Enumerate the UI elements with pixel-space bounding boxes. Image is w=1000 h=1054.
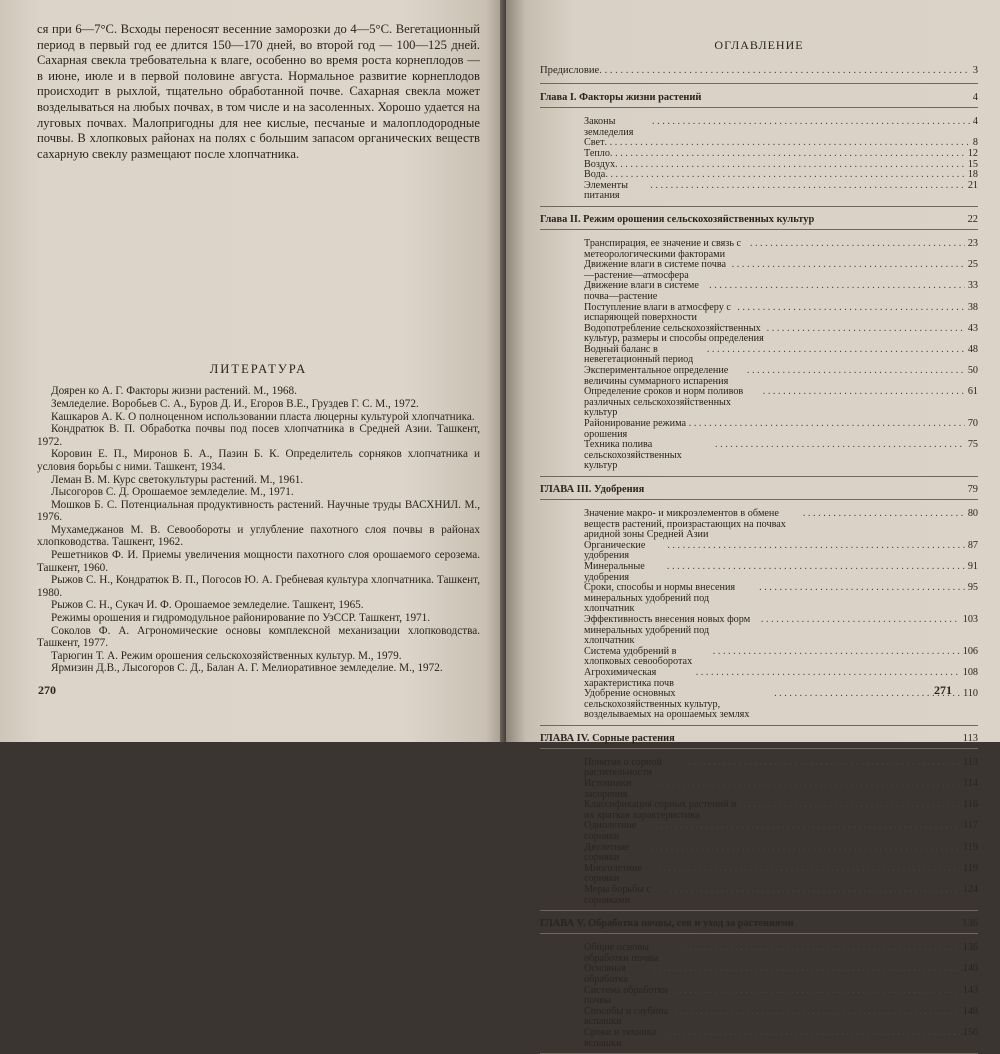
toc-item — [584, 779, 978, 800]
toc-page: 61 — [967, 386, 978, 398]
toc-item — [584, 562, 978, 583]
toc-chapter-title: ГЛАВА III. Удобрения — [540, 484, 645, 496]
toc-leader — [696, 668, 960, 679]
left-page — [0, 0, 506, 742]
toc-label: Сроки и техника вспашки — [584, 1026, 657, 1049]
toc-item — [584, 181, 978, 202]
toc-chapter-heading — [540, 484, 978, 500]
toc-label: Значение макро- и микроэлементов в обмене веществ растений, произрастающих на почвах аридной зоны Средней Азии — [584, 508, 786, 541]
toc-leader — [655, 821, 960, 832]
toc-item — [584, 1007, 978, 1028]
toc-item — [584, 138, 978, 149]
page-number-right: 271 — [934, 683, 952, 697]
toc-leader — [605, 170, 965, 181]
toc-page: 38 — [967, 301, 978, 313]
toc-label: Водный баланс в невегетационный период — [584, 343, 694, 366]
toc-leader — [747, 366, 965, 377]
toc-label: Общие основы обработки почвы — [584, 942, 659, 964]
toc-page: 108 — [962, 666, 978, 678]
toc-leader — [653, 964, 959, 975]
toc-label: Органические удобрения — [584, 539, 646, 562]
toc-item — [584, 387, 978, 419]
literature-entry: Ярмизин Д.В., Лысогоров С. Д., Балан А. Г. Мелиоративное земледелие. М., 1972. — [51, 662, 443, 675]
toc-page: 114 — [963, 778, 978, 790]
toc-chapter-title: Глава I. Факторы жизни растений — [540, 92, 702, 104]
toc-item — [584, 821, 978, 842]
toc-label: Система удобрений в хлопковых севооборотах — [584, 645, 693, 668]
toc-label: Техника полива сельскохозяйственных культур — [584, 439, 682, 472]
toc-leader — [732, 260, 965, 271]
toc-chapter-heading — [540, 214, 978, 230]
toc-page: 3 — [972, 65, 978, 76]
toc-leader — [657, 779, 960, 790]
right-page — [506, 0, 1000, 1049]
toc-item — [584, 943, 978, 964]
toc-chapter-heading — [540, 733, 978, 749]
toc-leader — [750, 239, 965, 250]
toc-page: 113 — [962, 732, 978, 744]
toc-page: 75 — [967, 439, 978, 451]
toc-item — [584, 419, 978, 440]
toc-label: Эффективность внесения новых форм минеральных удобрений под хлопчатник — [584, 613, 751, 647]
toc-item — [584, 281, 978, 302]
toc-page: 113 — [963, 756, 978, 768]
toc-label: Многолетние сорняки — [584, 862, 642, 885]
toc-leader — [715, 440, 965, 451]
toc-label: Движение влаги в системе почва—растение—атмосфера — [584, 259, 727, 281]
toc-leader — [689, 419, 965, 430]
toc-chapter-title: ГЛАВА V. Обработка почвы, сев и уход за растениями — [540, 918, 794, 930]
toc-item — [584, 1028, 978, 1049]
toc-item — [584, 345, 978, 366]
toc-leader — [675, 1007, 960, 1018]
literature-entry: Кашкаров А. К. О полноценном использовании пласта люцерны культурой хлопчатника. — [51, 410, 475, 423]
toc-leader — [652, 117, 970, 128]
toc-label: Минеральные удобрения — [584, 560, 645, 583]
literature-entry: Земледелие. Воробьев С. А., Буров Д. И., Егоров В.Е., Груздев Г. С. М., 1972. — [51, 397, 419, 410]
toc-item — [584, 324, 978, 345]
toc-label: Движение влаги в системе почва—растение — [584, 280, 699, 302]
toc-page: 95 — [967, 582, 978, 594]
toc-item — [584, 117, 978, 138]
toc-leader — [767, 324, 965, 335]
toc-leader — [759, 583, 965, 594]
toc-page: 117 — [963, 820, 978, 832]
literature-entry: Кондратюк В. П. Обработка почвы под посев хлопчатника в Средней Азии. Ташкент, 1972. — [37, 423, 480, 448]
toc-leader — [761, 615, 960, 626]
literature-entry: Лысогоров С. Д. Орошаемое земледелие. М., 1971. — [51, 486, 294, 499]
toc-chapter-section — [540, 214, 978, 477]
toc-page: 124 — [962, 884, 978, 896]
toc-item — [584, 149, 978, 160]
toc-leader — [803, 509, 965, 520]
toc-label: Законы земледелия — [584, 116, 634, 138]
toc-leader — [774, 689, 960, 700]
toc-page: 148 — [962, 1005, 978, 1017]
toc-items — [540, 239, 978, 472]
toc-label: Основная обработка — [584, 963, 628, 985]
toc-page: 50 — [967, 365, 978, 377]
toc-page: 33 — [967, 280, 978, 292]
toc-label: Двулетние сорняки — [584, 841, 630, 864]
toc-label: Определение сроков и норм поливов различных сельскохозяйственных культур — [584, 386, 744, 419]
toc-item — [584, 986, 978, 1007]
toc-leader — [599, 65, 969, 76]
toc-item — [584, 843, 978, 864]
toc-chapter-section — [540, 484, 978, 726]
toc-item — [584, 647, 978, 668]
toc-item — [584, 864, 978, 885]
toc-label: Агрохимическая характеристика почв — [584, 666, 674, 689]
toc-label: Меры борьбы с сорняками — [584, 884, 652, 906]
literature-entry: Соколов Ф. А. Агрономические основы комплексной механизации хлопководства. Ташкент, 1977. — [37, 624, 480, 650]
toc-page: 8 — [972, 137, 978, 149]
toc-label: Тепло — [584, 147, 610, 159]
toc-label: Поступление влаги в атмосферу с испаряющей поверхности — [584, 301, 731, 324]
toc-leader — [658, 864, 960, 875]
literature-entry: Рыжов С. Н., Сукач И. Ф. Орошаемое земледелие. Ташкент, 1965. — [51, 599, 364, 612]
toc-label: Вода — [584, 169, 606, 181]
toc-label: Водопотребление сельскохозяйственных культур, размеры и способы определения — [584, 322, 764, 345]
literature-entry: Мухамеджанов М. В. Севообороты и углубление пахотного слоя почвы в районах хлопководства. Ташкент, 1962. — [37, 523, 480, 549]
toc-label: Свет — [584, 137, 605, 149]
body-paragraph: ся при 6—7°С. Всходы переносят весенние заморозки до 4—5°С. Вегетационный период в первый год ее длится 150—170 дней, во второй год — 100—125 дней. Сахарная свекла требовательна к влаге, особенно во время роста корнеплодов — в июне, июле и в первой половине августа. Нормальное развитие корнеплодов происходит в рыхлой, тщательно обработанной почве. Сахарная свекла может возделываться на любых почвах, в том числе и на засоленных. Хорошо удается на луговых почвах. Малопригодны для нее кислые, песчаные и малоплодородные почвы. В хлопковых районах на полях с большим запасом органических веществ сахарную свеклу размещают после хлопчатника. — [37, 22, 480, 161]
toc-leader — [668, 1028, 960, 1039]
toc-page: 87 — [967, 539, 978, 551]
toc-page: 21 — [967, 179, 978, 191]
toc-label: Предисловие — [540, 65, 600, 76]
toc-items — [540, 117, 978, 202]
toc-leader — [670, 885, 960, 896]
toc-chapter-section — [540, 733, 978, 911]
toc-leader — [605, 138, 970, 149]
toc-label: Удобрение основных сельскохозяйственных культур, возделываемых на орошаемых землях — [584, 688, 750, 721]
toc-item — [584, 583, 978, 615]
toc-leader — [713, 647, 960, 658]
literature-entry: Леман В. М. Курс светокультуры растений. М., 1961. — [51, 473, 304, 486]
toc-leader — [650, 181, 965, 192]
literature-entry: Коровин Е. П., Миронов Б. А., Пазин Б. К. Определитель сорняков хлопчатника и условия борьбы с ними. Ташкент, 1934. — [37, 448, 480, 473]
toc-page: 136 — [962, 942, 978, 954]
toc-page: 80 — [967, 508, 978, 520]
toc-leader — [667, 541, 965, 552]
toc-leader — [650, 843, 960, 854]
toc-item — [584, 509, 978, 541]
toc-label: Система обработки почвы — [584, 984, 669, 1007]
toc-item — [584, 964, 978, 985]
toc-item — [584, 668, 978, 689]
toc-label: Понятие о сорной растительности — [584, 756, 662, 779]
toc-leader — [684, 943, 959, 954]
toc-leader — [669, 986, 960, 997]
toc-leader — [763, 387, 965, 398]
toc-label: Способы и глубина вспашки — [584, 1005, 669, 1028]
toc-leader — [667, 562, 965, 573]
toc-page: 119 — [963, 862, 978, 874]
toc-page: 70 — [967, 418, 978, 430]
literature-entry: Рыжов С. Н., Кондратюк В. П., Погосов Ю. А. Гребневая культура хлопчатника. Ташкент, 1980. — [37, 574, 480, 599]
toc-page: 103 — [962, 613, 978, 625]
toc-item — [584, 689, 978, 721]
toc-label: Элементы питания — [584, 179, 628, 202]
toc-page: 18 — [967, 169, 978, 181]
toc-item — [584, 758, 978, 779]
toc-leader — [738, 800, 960, 811]
literature-entry: Мошков Б. С. Потенциальная продуктивность растений. Научные труды ВАСХНИЛ. М., 1976. — [37, 498, 480, 524]
toc-leader — [688, 758, 960, 769]
toc-label: Источники засорения — [584, 778, 632, 800]
toc-leader — [615, 160, 965, 171]
literature-entry: Доярен ко А. Г. Факторы жизни растений. М., 1968. — [51, 385, 297, 398]
toc-item — [584, 800, 978, 821]
toc-page: 4 — [972, 116, 978, 128]
toc-leader — [610, 149, 965, 160]
toc-page: 48 — [967, 343, 978, 355]
toc-item — [584, 260, 978, 281]
toc-leader — [707, 345, 965, 356]
toc-page: 23 — [967, 237, 978, 249]
toc-page: 15 — [967, 158, 978, 170]
toc-chapter-section — [540, 918, 978, 1054]
literature-entry: Тарюгин Т. А. Режим орошения сельскохозяйственных культур. М., 1979. — [51, 649, 402, 662]
toc-label: Однолетние сорняки — [584, 820, 637, 843]
toc-page: 91 — [967, 560, 978, 572]
toc-item — [584, 303, 978, 324]
toc-item — [584, 170, 978, 181]
toc-label: Сроки, способы и нормы внесения минеральных удобрений под хлопчатник — [584, 582, 736, 615]
toc-page: 25 — [967, 259, 978, 271]
toc-item — [584, 239, 978, 260]
toc-page: 136 — [962, 918, 978, 930]
toc-label: Транспирация, ее значение и связь с метеорологическими факторами — [584, 237, 742, 260]
toc-heading: ОГЛАВЛЕНИЕ — [714, 38, 804, 52]
toc-chapter-title: ГЛАВА IV. Сорные растения — [540, 732, 675, 744]
toc-chapter-heading — [540, 918, 978, 934]
toc-item — [584, 541, 978, 562]
toc-page: 106 — [962, 645, 978, 657]
toc-items — [540, 509, 978, 721]
literature-heading: ЛИТЕРАТУРА — [209, 362, 308, 377]
toc-page: 119 — [963, 841, 978, 853]
toc-page: 4 — [972, 92, 978, 104]
toc-page: 140 — [962, 963, 978, 975]
toc-item — [584, 366, 978, 387]
toc-leader — [709, 281, 965, 292]
toc-label: Классификация сорных растений и их краткая характеристика — [584, 799, 737, 821]
toc-items — [540, 758, 978, 906]
toc-page: 79 — [967, 484, 978, 496]
toc-item — [584, 440, 978, 472]
literature-list — [37, 385, 480, 675]
toc-chapter-section — [540, 83, 978, 207]
toc-label: Воздух — [584, 158, 616, 170]
toc-page: 156 — [962, 1026, 978, 1038]
toc-page: 43 — [967, 322, 978, 334]
toc-chapter-title: Глава II. Режим орошения сельскохозяйственных культур — [540, 213, 815, 225]
toc-page: 116 — [963, 799, 978, 811]
toc-page: 12 — [967, 147, 978, 159]
toc-label: Экспериментальное определение величины суммарного испарения — [584, 365, 729, 387]
toc-label: Районирование режима орошения — [584, 418, 686, 440]
toc-leader — [737, 303, 965, 314]
toc-items — [540, 943, 978, 1049]
literature-entry: Решетников Ф. И. Приемы увеличения мощности пахотного слоя орошаемого серозема. Ташкент, 1960. — [37, 549, 480, 574]
toc-item — [584, 615, 978, 647]
toc-page: 22 — [967, 213, 978, 225]
toc-chapter-heading — [540, 92, 978, 108]
toc-item — [584, 885, 978, 906]
toc-page: 110 — [963, 688, 978, 700]
toc-preface — [540, 65, 978, 76]
page-number-left: 270 — [38, 683, 56, 697]
literature-entry: Режимы орошения и гидромодульное районирование по УзССР. Ташкент, 1971. — [51, 612, 431, 625]
toc-item — [584, 160, 978, 171]
toc-page: 143 — [962, 984, 978, 996]
